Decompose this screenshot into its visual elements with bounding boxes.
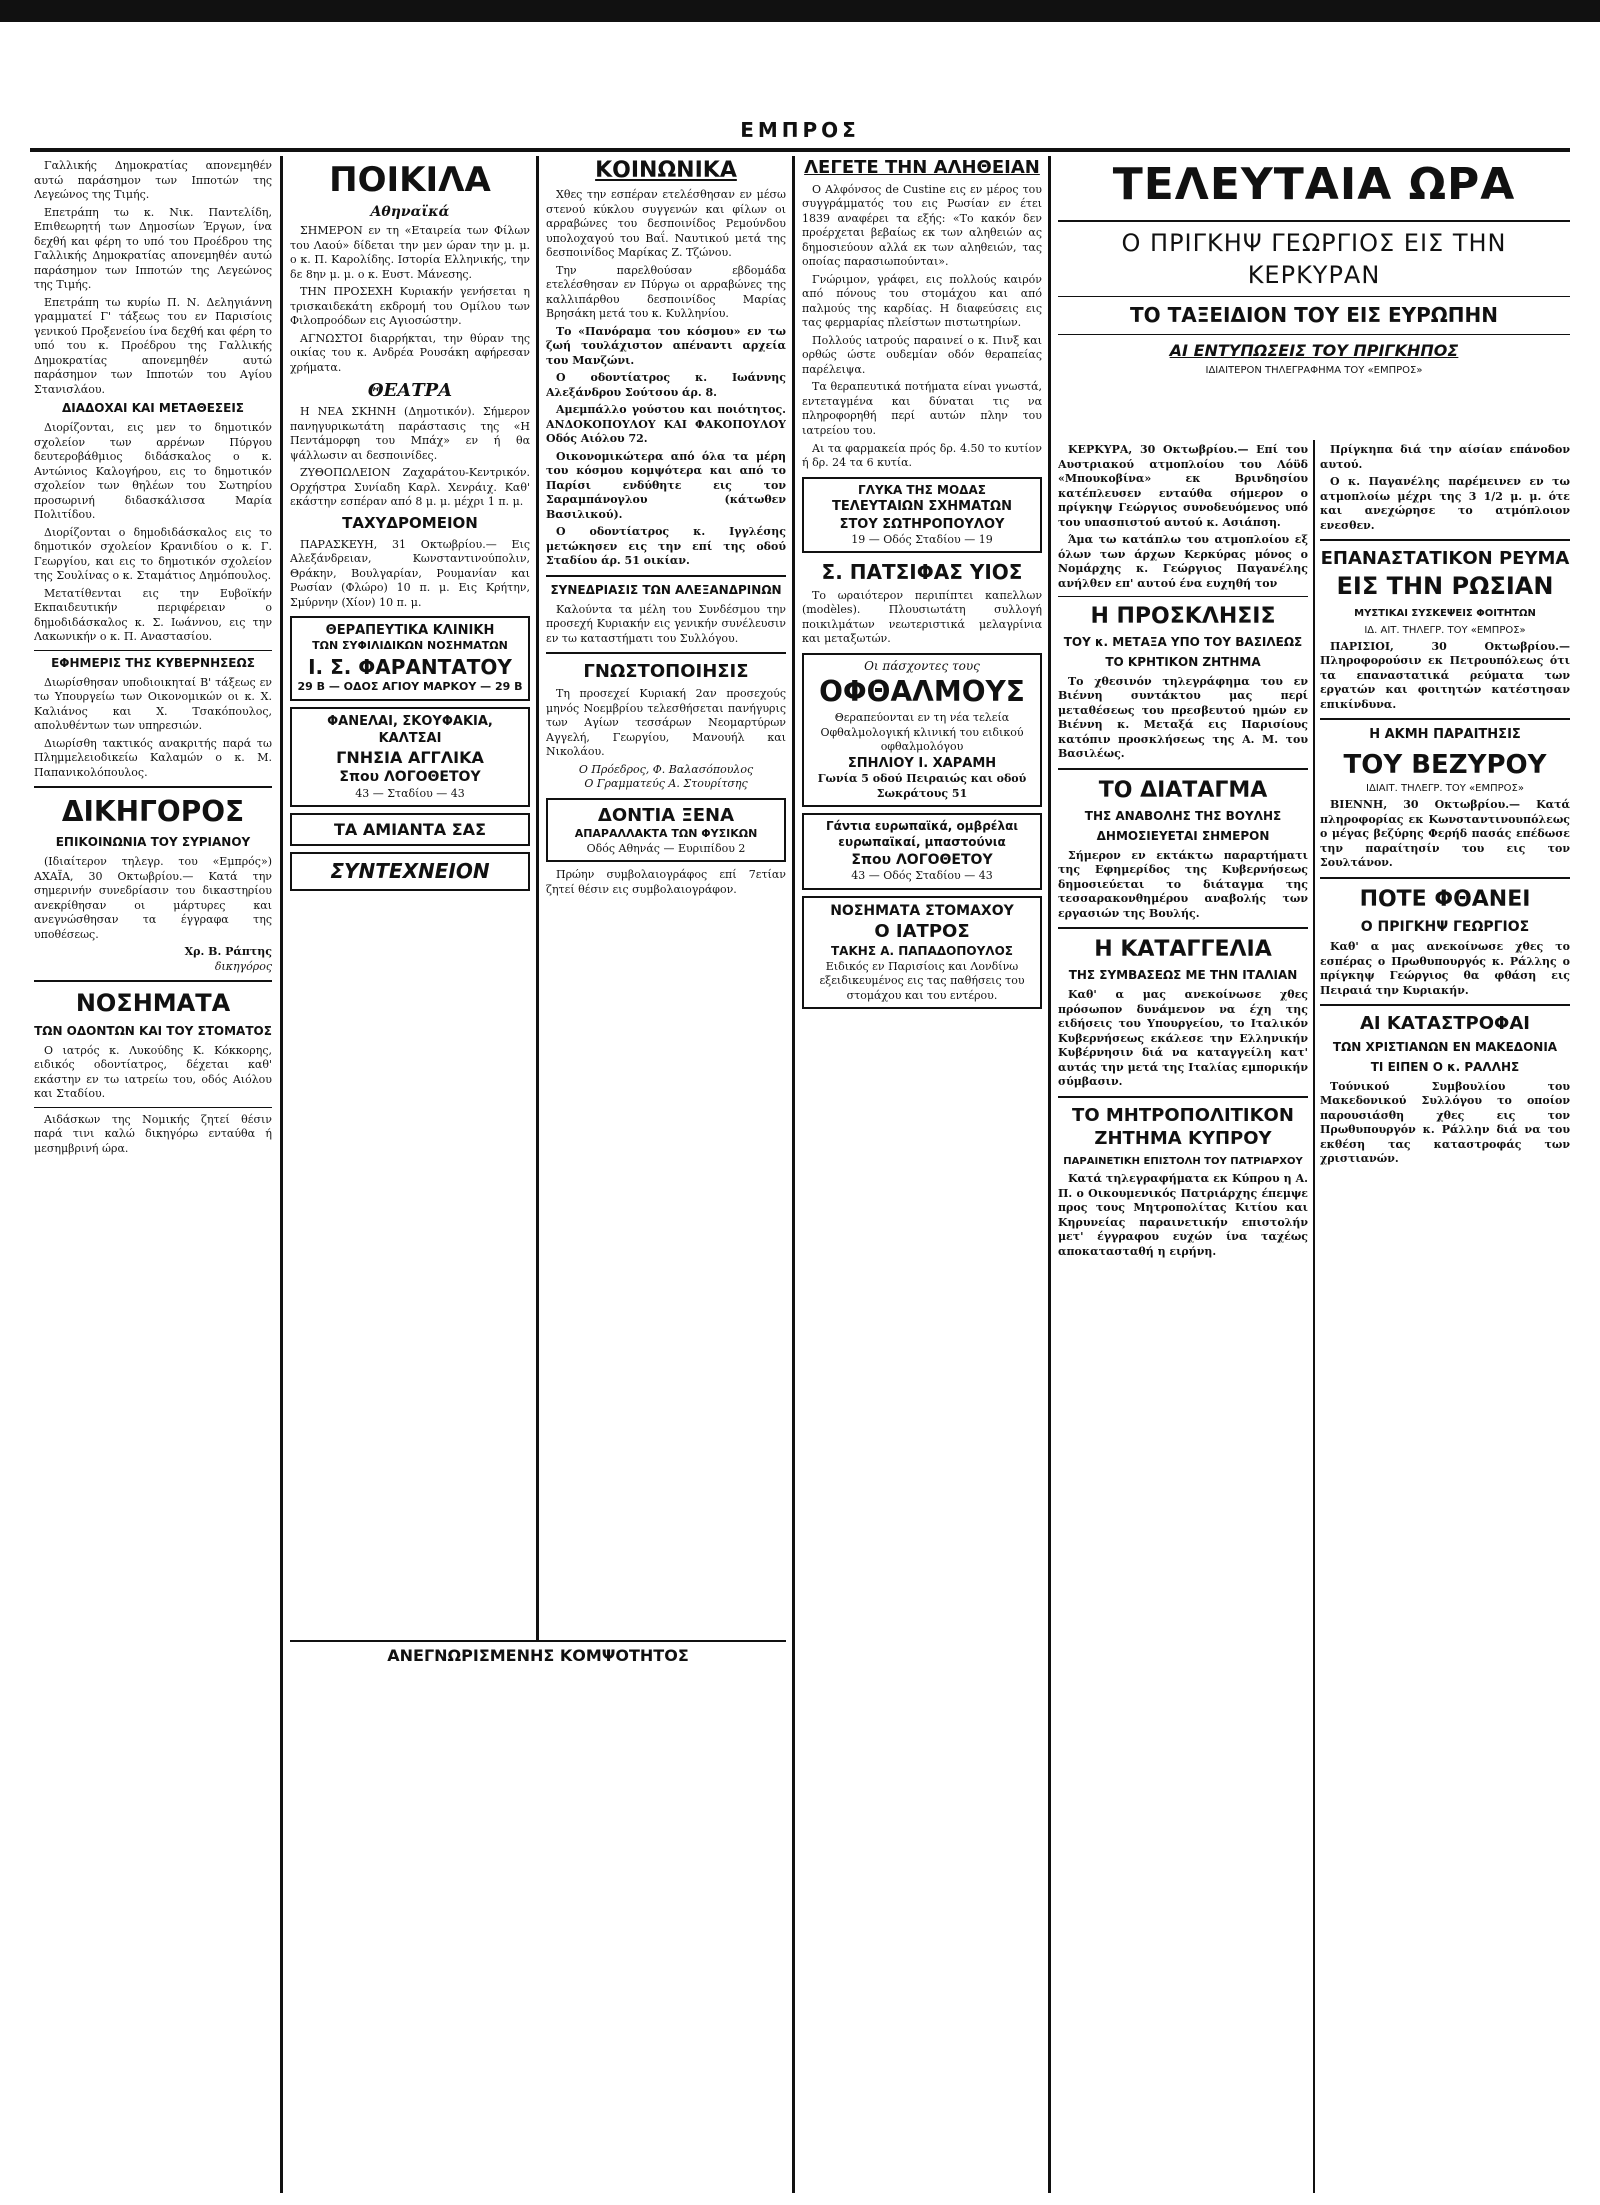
- c5-p1: Το χθεσινόν τηλεγράφημα του εν Βιέννη συντάκτου μας περί μεταθέσεως του πρεσβευτού ημών εν Βιέννη κ. Μεταξά εις Παρισίους κατόπιν προσκλήσεως της Α. Μ. του Βασιλέως.: [1058, 674, 1308, 761]
- c5-katastrofai-sub2: ΤΙ ΕΙΠΕΝ Ο κ. ΡΑΛΛΗΣ: [1370, 1059, 1520, 1074]
- c2-p2: ΤΗΝ ΠΡΟΣΕΧΗ Κυριακήν γενήσεται η τρισκαιδεκάτη εκδρομή του Ομίλου των Φιλοπροόδων εις Αγιοσώστην.: [290, 285, 530, 328]
- c4-alitheia: ΛΕΓΕΤΕ ΤΗΝ ΑΛΗΘΕΙΑΝ: [804, 157, 1040, 178]
- wide-advertisement: [290, 1640, 786, 2194]
- c5-idiaitera: ΙΔΙΑΙΤΕΡΟΝ ΤΗΛΕΓΡΑΦΗΜΑ ΤΟΥ «ΕΜΠΡΟΣ»: [1205, 364, 1423, 376]
- c2-ad2-shop: Σπου ΛΟΓΟΘΕΤΟΥ: [339, 769, 481, 786]
- c4-a1: Ο Αλφόνσος de Custine εις εν μέρος του συγγράμματός του εις Ρωσίαν εν έτει 1839 αναφέρει τα εξής: «Το κακόν δεν προέρχεται βεβαίως εκ των αληθειών ας δημοσιεύουν αλλά εκ των αληθειών, τας οποίας παρασιωπούνται».: [802, 182, 1042, 269]
- c5-vezyros: Η ΑΚΜΗ ΠΑΡΑΙΤΗΣΙΣ: [1369, 727, 1521, 743]
- c1-signature-role: δικηγόρος: [214, 959, 272, 973]
- column-1: [34, 156, 272, 2193]
- divider: [34, 786, 272, 788]
- c1-head1: ΔΙΑΔΟΧΑΙ ΚΑΙ ΜΕΤΑΘΕΣΕΙΣ: [61, 401, 244, 416]
- c4-a2: Γνώριμον, γράφει, εις πολλούς καιρόν από πόνους του στομάχου και από παλμούς της καρδίας. Η διαφεύσεις εις τας φερμαρίας πλείστων πιστωτηρίων.: [802, 272, 1042, 330]
- c2-p6: ΠΑΡΑΣΚΕΥΗ, 31 Οκτωβρίου.— Εις Αλεξάνδρειαν, Κωνσταντινούπολιν, Θράκην, Βουλγαρίαν, Ρουμανίαν και Ρωσίαν (Φλώρο) 10 π. μ. Εις Κρήτην, Σμύρνην (Χίον) 10 π. μ.: [290, 537, 530, 609]
- divider: [34, 650, 272, 651]
- c4-molaes: ΓΛΥΚΑ ΤΗΣ ΜΟΔΑΣ: [858, 482, 986, 497]
- c4-a5: Αι τα φαρμακεία πρός δρ. 4.50 το κυτίον ή δρ. 24 τα 6 κυτία.: [802, 441, 1042, 470]
- c4-ad-ophthalmos: [802, 653, 1042, 808]
- divider: [1058, 220, 1570, 222]
- c4-molaes-shop: ΣΤΟΥ ΣΩΤΗΡΟΠΟΥΛΟΥ: [839, 516, 1005, 532]
- c5-vezyros-big: ΤΟΥ ΒΕΖΥΡΟΥ: [1343, 749, 1547, 780]
- divider: [1058, 296, 1570, 297]
- column-5-header: [1058, 156, 1570, 446]
- c1-para7: Διωρίσθη τακτικός ανακριτής παρά τω Πλημμελειοδικείω Καλαμών ο κ. Μ. Παπανικολόπουλος.: [34, 736, 272, 779]
- c3-k5: Αμεμπάλλο γούστου και ποιότητος. ΑΝΔΟΚΟΠΟΥΛΟΥ ΚΑΙ ΦΑΚΟΠΟΥΛΟΥ Οδός Αιόλου 72.: [546, 403, 786, 446]
- wide-ad-komps: ΑΝΕΓΝΩΡΙΣΜΕΝΗΣ ΚΟΜΨΟΤΗΤΟΣ: [387, 1646, 689, 1665]
- c5-pt1: Καθ' α μας ανεκοίνωσε χθες το εσπέρας ο Πρωθυπουργός κ. Ράλλης ο πρίγκηψ Γεώργιος θα φθάση εις Πειραιά την Κυριακήν.: [1320, 940, 1570, 997]
- c5-t2: Άμα τω κατάπλω του ατμοπλοίου εξ όλων των άρχων Κερκύρας μόνος ο Νομάρχης κ. Γεώργιος Παγανέλης ανήλθεν επ' αυτού ένα ευχηθή τον: [1058, 533, 1308, 590]
- c4-a4: Τα θεραπευτικά ποτήματα είναι γνωστά, εντεταγμένα και δύναται τις να πληροφορηθή περί αυτών πλην του ιατρείου του.: [802, 380, 1042, 437]
- divider: [1320, 1004, 1570, 1006]
- divider: [1320, 718, 1570, 720]
- c5-pote: ΠΟΤΕ ΦΘΑΝΕΙ: [1359, 886, 1531, 912]
- top-rule: [30, 148, 1570, 152]
- c4-ad-gantia: [802, 813, 1042, 890]
- c5-idiaitera2: ΙΔ. ΑΙΤ. ΤΗΛΕΓΡ. ΤΟΥ «ΕΜΠΡΟΣ»: [1364, 624, 1526, 636]
- c5-katastrofai: ΑΙ ΚΑΤΑΣΤΡΟΦΑΙ: [1360, 1013, 1530, 1035]
- c4-ophthalmos-lead: Οι πάσχοντες τους: [864, 658, 980, 673]
- c5-katangelia-sub: ΤΗΣ ΣΥΜΒΑΣΕΩΣ ΜΕ ΤΗΝ ΙΤΑΛΙΑΝ: [1068, 968, 1298, 983]
- c3-g3: Ο Γραμματεύς Α. Στουρίτσης: [584, 777, 748, 791]
- c3-k3: Το «Πανόραμα του κόσμου» εν τω ζωή τουλάχιστον απέναντι αρχεία του Μανζώνι.: [546, 324, 786, 367]
- c2-ad1-name: Ι. Σ. ΦΑΡΑΝΤΑΤΟΥ: [308, 654, 512, 679]
- c5-mystikai: ΜΥΣΤΙΚΑΙ ΣΥΣΚΕΨΕΙΣ ΦΟΙΤΗΤΩΝ: [1354, 607, 1536, 619]
- c3-k1: Χθες την εσπέραν ετελέσθησαν εν μέσω στενού κύκλου συγγενών και φίλων οι αρραβώνες του δεσποινίδος Ρεμούνδου υπολοχαγού του Βαΐ. Ναυτικού μετά της δεσποινίδος Μαρίκας Ζ. Τζώνου.: [546, 188, 786, 260]
- c5-prosklisis-sub: ΤΟΥ κ. ΜΕΤΑΞΑ ΥΠΟ ΤΟΥ ΒΑΣΙΛΕΩΣ: [1063, 635, 1303, 650]
- c5-katangelia: Η ΚΑΤΑΓΓΕΛΙΑ: [1094, 937, 1272, 963]
- c1-closing: Αιδάσκων της Νομικής ζητεί θέσιν παρά τινι καλώ δικηγόρω ενταύθα ή μεσημβρινή ώρα.: [34, 1112, 272, 1155]
- c4-gantia: Γάντια ευρωπαϊκά, ομβρέλαι ευρωπαϊκαί, μπαστούνια: [826, 819, 1018, 849]
- column-rule: [792, 156, 795, 2193]
- c2-ad1-sub: ΤΩΝ ΣΥΦΙΛΙΔΙΚΩΝ ΝΟΣΗΜΑΤΩΝ: [312, 639, 508, 653]
- c2-ad-amianta: [290, 813, 530, 846]
- c2-ad-clinic: [290, 616, 530, 701]
- divider: [546, 652, 786, 654]
- c1-lawyer-text: (Ιδιαίτερον τηλεγρ. του «Εμπρός») ΑΧΑΪΑ, 30 Οκτωβρίου.— Κατά την σημερινήν συνεδρίασιν του δικαστηρίου ανεκρίθησαν οι μάρτυρες και ανεγνώσθησαν τα έγγραφα της υποθέσεως.: [34, 855, 272, 941]
- c3-g2: Ο Πρόεδρος, Φ. Βαλασόπουλος: [578, 762, 754, 776]
- c4-ophthalmos-dr: ΣΠΗΛΙΟΥ Ι. ΧΑΡΑΜΗ: [847, 755, 997, 771]
- column-5b: [1320, 440, 1570, 2193]
- c4-patsifas-text: Το ωραιότερον περιπίπτει καπελλων (modèles). Πλουσιωτάτη συλλογή ποικιλμάτων νεωτεριστικά μελαγρίνια και μεταξωτών.: [802, 588, 1042, 646]
- c2-theatra: ΘΕΑΤΡΑ: [367, 379, 453, 401]
- c5-diatagma-sub2: ΔΗΜΟΣΙΕΥΕΤΑΙ ΣΗΜΕΡΟΝ: [1096, 828, 1270, 843]
- c5-mitropolitikon-sub: ΖΗΤΗΜΑ ΚΥΠΡΟΥ: [1094, 1128, 1272, 1150]
- c3-k7: Ο οδοντίατρος κ. Ιγγλέσης μετώκησεν εις την επί της οδού Σταδίου άρ. 51 οικίαν.: [546, 525, 786, 568]
- c2-ad3: ΤΑ ΑΜΙΑΝΤΑ ΣΑΣ: [333, 820, 486, 840]
- c2-ad1-addr: 29 Β — ΟΔΟΣ ΑΓΙΟΥ ΜΑΡΚΟΥ — 29 Β: [297, 680, 523, 694]
- c4-patsifas: Σ. ΠΑΤΣΙΦΑΣ ΥΙΟΣ: [821, 560, 1023, 585]
- c5-d1: Σήμερον εν εκτάκτω παραρτήματι της Εφημερίδος της Κυβερνήσεως δημοσιεύεται το διάταγμα της τεσσαρακονθημέρου αναβολής των εργασιών της Βουλής.: [1058, 848, 1308, 920]
- c1-para4: Διορίζονται ο δημοδιδάσκαλος εις το δημοτικόν σχολείον Κρανιδίου ο κ. Γ. Γεωργίου, και εις το δημοτικόν σχολείον της Σουλίνας ο κ. Σταμάτιος Δημόπουλος.: [34, 525, 272, 583]
- c3-k2: Την παρελθούσαν εβδομάδα ετελέσθησαν εν Πύργω οι αρραβώνες της καλλιπάρθου δεσποινίδος Μαρίας Βρησάκη μετά του κ. Κυλληνίου.: [546, 263, 786, 321]
- c2-athinaika: Αθηναϊκά: [370, 203, 450, 220]
- c2-post: ΤΑΧΥΔΡΟΜΕΙΟΝ: [342, 513, 478, 532]
- c3-dontia-addr: Οδός Αθηνάς — Ευριπίδου 2: [586, 841, 746, 855]
- c4-stomaxos-name: ΤΑΚΗΣ Α. ΠΑΠΑΔΟΠΟΥΛΟΣ: [831, 944, 1013, 959]
- c4-a3: Πολλούς ιατρούς παραινεί ο κ. Πινξ και ορθώς ώστε ουδεμίαν οδόν θεραπείας παρέλειψα.: [802, 333, 1042, 376]
- newspaper-title: ΕΜΠΡΟΣ: [740, 118, 860, 142]
- c5-taxeidion: ΤΟ ΤΑΞΕΙΔΙΟΝ ΤΟΥ ΕΙΣ ΕΥΡΩΠΗΝ: [1130, 303, 1498, 328]
- c5-pote-sub: Ο ΠΡΙΓΚΗΨ ΓΕΩΡΓΙΟΣ: [1360, 918, 1530, 935]
- c4-gantia-shop: Σπου ΛΟΓΟΘΕΤΟΥ: [851, 851, 993, 868]
- c5-e1: ΠΑΡΙΣΙΟΙ, 30 Οκτωβρίου.— Πληροφορούσιν εκ Πετρουπόλεως ότι τα επαναστατικά ρεύματα των εργατών και φοιτητών κατέστησαν επικίνδυνα.: [1320, 639, 1570, 711]
- c2-ad2-addr: 43 — Σταδίου — 43: [355, 786, 465, 800]
- c4-ad-moda: [802, 477, 1042, 554]
- divider: [1058, 927, 1308, 929]
- c4-stomaxos-text: Ειδικός εν Παρισίοις και Λονδίνω εξειδικευμένος εις τας παθήσεις του στομάχου και του εντέρου.: [819, 959, 1025, 1002]
- c5-diatagma-sub: ΤΗΣ ΑΝΑΒΟΛΗΣ ΤΗΣ ΒΟΥΛΗΣ: [1084, 808, 1282, 823]
- column-4: [802, 156, 1042, 2193]
- c4-gantia-addr: 43 — Οδός Σταδίου — 43: [851, 869, 993, 883]
- c4-stomaxos: ΝΟΣΗΜΑΤΑ ΣΤΟΜΑΧΟΥ: [830, 902, 1014, 919]
- c5-kt1: Τούνικού Συμβουλίου του Μακεδονικού Συλλόγου το οποίον παρουσιάσθη χθες εις τον Πρωθυπουργόν κ. Ράλλην διά να του εκθέση τας καταστροφάς των χριστιανών.: [1320, 1079, 1570, 1166]
- c4-ophthalmos: ΟΦΘΑΛΜΟΥΣ: [819, 675, 1025, 709]
- c3-koinonika: ΚΟΙΝΩΝΙΚΑ: [595, 158, 737, 183]
- c1-lawyer-sub: ΕΠΙΚΟΙΝΩΝΙΑ ΤΟΥ ΣΥΡΙΑΝΟΥ: [55, 835, 251, 850]
- divider: [1320, 877, 1570, 879]
- c3-k4: Ο οδοντίατρος κ. Ιωάννης Αλεξάνδρου Σούτσου άρ. 8.: [546, 371, 786, 399]
- c2-ad-flannel: [290, 707, 530, 807]
- c3-m1: Καλούντα τα μέλη του Συνδέσμου την προσεχή Κυριακήν εις γενικήν συνέλευσιν εν τω καταστήματι του Συλλόγου.: [546, 602, 786, 645]
- c5-teleutaia: ΤΕΛΕΥΤΑΙΑ ΩΡΑ: [1112, 159, 1516, 210]
- c5-diatagma: ΤΟ ΔΙΑΤΑΓΜΑ: [1098, 777, 1268, 803]
- c5-t1: ΚΕΡΚΥΡΑ, 30 Οκτωβρίου.— Επί του Αυστριακού ατμοπλοίου του Λόϋδ «Μπουκοβίνα» εκ Βρινδησίου κατέπλευσεν ενταύθα σήμερον ο πρίγκηψ Γεώργιος συνοδευόμενος υπό του υπασπιστού αυτού κ. Ασιάπση.: [1058, 443, 1308, 529]
- c1-para6: Διωρίσθησαν υποδιοικηταί Β' τάξεως εν τω Υπουργείω των Οικονομικών οι κ. Χ. Καλιάνος και Χ. Τσακόπουλος, απολυθέντων των υπηρεσιών.: [34, 675, 272, 733]
- column-5a: [1058, 440, 1308, 2193]
- c4-ad-stomaxos: [802, 896, 1042, 1010]
- c3-k6: Οικονομικώτερα από όλα τα μέρη του κόσμου κομψότερα και από το Παρίσι ενδύθητε εις τον Σαραμπάνογλου (κάτωθεν Βασιλικού).: [546, 449, 786, 521]
- divider: [34, 980, 272, 982]
- divider: [34, 1107, 272, 1108]
- c2-poikila: ΠΟΙΚΙΛΑ: [329, 160, 491, 200]
- c2-p5: ΖΥΘΟΠΩΛΕΙΟΝ Ζαχαράτου-Κεντρικόν. Ορχήστρα Συνίαδη Καρλ. Χενράιχ. Καθ' εκάστην εσπέραν από 8 μ. μ. μέχρι 1 π. μ.: [290, 466, 530, 509]
- c5-t3: Πρίγκηπα διά την αίσίαν επάνοδον αυτού.: [1320, 443, 1570, 471]
- c3-meeting: ΣΥΝΕΔΡΙΑΣΙΣ ΤΩΝ ΑΛΕΞΑΝΔΡΙΝΩΝ: [550, 582, 782, 597]
- c3-d1: Πρώην συμβολαιογράφος επί 7ετίαν ζητεί θέσιν εις συμβολαιογράφον.: [546, 868, 786, 896]
- divider: [1058, 768, 1308, 770]
- c2-ad4: ΣΥΝΤΕΧΝΕΙΟΝ: [330, 859, 490, 884]
- divider: [1058, 596, 1308, 597]
- c1-signature: Χρ. Β. Ράπτης: [184, 945, 272, 959]
- c5-mitropolitikon-sub2: ΠΑΡΑΙΝΕΤΙΚΗ ΕΠΙΣΤΟΛΗ ΤΟΥ ΠΑΤΡΙΑΡΧΟΥ: [1063, 1156, 1303, 1168]
- c2-ad1-head: ΘΕΡΑΠΕΥΤΙΚΑ ΚΛΙΝΙΚΗ: [325, 623, 495, 639]
- c2-p4: Η ΝΕΑ ΣΚΗΝΗ (Δημοτικόν). Σήμερον πανηγυρικωτάτη παράστασις της «Η Πεντάμορφη του Μπάχ» εν ή θα ψάλλωσιν αι δεσποινίδες.: [290, 405, 530, 462]
- divider: [546, 575, 786, 577]
- c1-head2: ΕΦΗΜΕΡΙΣ ΤΗΣ ΚΥΒΕΡΝΗΣΕΩΣ: [51, 655, 255, 670]
- c5-idiaitera3: ΙΔΙΑΙΤ. ΤΗΛΕΓΡ. ΤΟΥ «ΕΜΠΡΟΣ»: [1366, 782, 1524, 794]
- c5-mt1: Κατά τηλεγραφήματα εκ Κύπρου η Α. Π. ο Οικουμενικός Πατριάρχης έπεμψε προς τους Μητροπολίτας Κιτίου και Κηρυνείας παραινετικήν επιστολήν μετ' έγγραφου ευχών ίνα ταχέως αποκατασταθή η ειρήνη.: [1058, 1172, 1308, 1258]
- column-rule: [280, 156, 283, 2193]
- c2-ad2-sub: ΓΝΗΣΙΑ ΑΓΓΛΙΚΑ: [336, 748, 484, 768]
- c5-epanastatiko: ΕΠΑΝΑΣΤΑΤΙΚΟΝ ΡΕΥΜΑ: [1320, 548, 1570, 570]
- c5-mitropolitikon: ΤΟ ΜΗΤΡΟΠΟΛΙΤΙΚΟΝ: [1072, 1104, 1294, 1126]
- divider: [1058, 1096, 1308, 1098]
- c1-para3: Διορίζονται, εις μεν το δημοτικόν σχολείον των αρρένων Πύργου δευτεροβάθμιος διδάσκαλος ο κ. Αντώνιος Καλογήρου, εις το δημοτικόν σχολείον των θηλέων του Σωτηρίου προσωρινή διδασκάλισσα Μαρία Πολιτίδου.: [34, 421, 272, 522]
- c3-ad-dontia: [546, 798, 786, 863]
- c1-teeth-title: ΝΟΣΗΜΑΤΑ: [75, 989, 231, 1018]
- c5-k1: Καθ' α μας ανεκοίνωσε χθες πρόσωπον δυνάμενον να έχη της ειδήσεις του Υπουργείου, το Ιταλικόν Κυβερνήσεως εκάλεσε την Ελληνικήν Κυβέρνησιν διά να καταγγείλη κατ' αυτάς την μετά της Ιταλίας εμπορικήν σύμβασιν.: [1058, 988, 1308, 1089]
- c5-entyposeis: ΑΙ ΕΝΤΥΠΩΣΕΙΣ ΤΟΥ ΠΡΙΓΚΗΠΟΣ: [1169, 340, 1459, 360]
- c1-para1: Επετράπη τω κ. Νικ. Παντελίδη, Επιθεωρητή των Δημοσίων Έργων, ίνα δεχθή και φέρη το υπό του Προέδρου της Γαλλικής Δημοκρατίας απονεμηθέν αυτώ παράσημον των Ιπποτών της Λεγεώνος της Τιμής.: [34, 205, 272, 292]
- c5-prigkips: Ο ΠΡΙΓΚΗΨ ΓΕΩΡΓΙΟΣ ΕΙΣ ΤΗΝ ΚΕΡΚΥΡΑΝ: [1121, 229, 1507, 289]
- c2-ad-syntexneion: [290, 852, 530, 890]
- c5-t4: Ο κ. Παγανέλης παρέμεινεν εν τω ατμοπλοίω μέχρι της 3 1/2 μ. μ. ότε και ανεχώρησε το ατμόπλοιον ενεσθεν.: [1320, 475, 1570, 532]
- column-rule: [1313, 440, 1315, 2193]
- c1-para5: Μετατίθενται εις την Ευβοϊκήν Εκπαιδευτικήν περιφέρειαν ο δημοδιδάσκαλος κ. Σ. Ιωάννου, εις την Λακωνικήν ο κ. Π. Αναστασίου.: [34, 586, 272, 644]
- c5-eistirosian: ΕΙΣ ΤΗΝ ΡΩΣΙΑΝ: [1336, 571, 1554, 600]
- c2-ad2: ΦΑΝΕΛΑΙ, ΣΚΟΥΦΑΚΙΑ, ΚΑΛΤΣΑΙ: [327, 713, 493, 746]
- divider: [1320, 539, 1570, 541]
- c3-dontia: ΔΟΝΤΙΑ ΞΕΝΑ: [597, 804, 735, 826]
- c5-prosklisis: Η ΠΡΟΣΚΛΗΣΙΣ: [1090, 604, 1276, 630]
- c2-p1: ΣΗΜΕΡΟΝ εν τη «Εταιρεία των Φίλων του Λαού» δίδεται την μεν ώραν την μ. μ. ο κ. Π. Καρολίδης. Ιστορία Ελληνικής, την δε 8ην μ. μ. ο κ. Ευστ. Μάνεσης.: [290, 224, 530, 281]
- c3-dontia-sub: ΑΠΑΡΑΛΛΑΚΤΑ ΤΩΝ ΦΥΣΙΚΩΝ: [574, 827, 758, 841]
- c3-gnostopoiisis: ΓΝΩΣΤΟΠΟΙΗΣΙΣ: [583, 661, 749, 683]
- divider: [1058, 334, 1570, 335]
- masthead-bar: [0, 0, 1600, 22]
- c5-katastrofai-sub: ΤΩΝ ΧΡΙΣΤΙΑΝΩΝ ΕΝ ΜΑΚΕΔΟΝΙΑ: [1332, 1040, 1558, 1055]
- c4-ophthalmos-text: Θεραπεύονται εν τη νέα τελεία Οφθαλμολογική κλινική του ειδικού οφθαλμολόγου: [820, 711, 1024, 754]
- c1-lawyer-title: ΔΙΚΗΓΟΡΟΣ: [61, 795, 245, 829]
- c3-g1: Τη προσεχεί Κυριακή 2αν προσεχούς μηνός Νοεμβρίου τελεσθήσεται πανήγυρις των Αγίων τεσσάρων Νεομαρτύρων Αγγελή, Γεωργίου, Μανουήλ και Νικολάου.: [546, 687, 786, 759]
- c1-opening: Γαλλικής Δημοκρατίας απονεμηθέν αυτώ παράσημον των Ιπποτών της Λεγεώνος της Τιμής.: [34, 159, 272, 202]
- c5-prosklisis-sub2: ΤΟ ΚΡΗΤΙΚΟΝ ΖΗΤΗΜΑ: [1105, 655, 1261, 670]
- c5-v1: ΒΙΕΝΝΗ, 30 Οκτωβρίου.— Κατά πληροφορίας εκ Κωνσταντινουπόλεως ο μέγας βεζύρης Φερήδ πασάς επέδωσε την παραίτησίν του εις τον Σουλτάνον.: [1320, 798, 1570, 870]
- column-rule: [1048, 156, 1051, 2193]
- c1-para2: Επετράπη τω κυρίω Π. Ν. Δεληγιάννη γραμματεί Γ' τάξεως του εν Παρισίοις γενικού Προξενείου ίνα δεχθή και φέρη το υπό του κ. Προέδρου της Γαλλικής Δημοκρατίας απονεμηθέν αυτώ παράσημον των Ιπποτών του Αγίου Στανισλάου.: [34, 295, 272, 396]
- c1-teeth-text: Ο ιατρός κ. Λυκούδης Κ. Κόκκορης, ειδικός οδοντίατρος, δέχεται καθ' εκάστην εν τω ιατρείω του, οδός Αιόλου και Σταδίου.: [34, 1043, 272, 1101]
- c4-stomaxos-dr: Ο ΙΑΤΡΟΣ: [874, 921, 970, 943]
- c4-molaes-sub: ΤΕΛΕΥΤΑΙΩΝ ΣΧΗΜΑΤΩΝ: [832, 499, 1012, 515]
- c1-teeth-sub: ΤΩΝ ΟΔΟΝΤΩΝ ΚΑΙ ΤΟΥ ΣΤΟΜΑΤΟΣ: [34, 1023, 272, 1038]
- c2-p3: ΑΓΝΩΣΤΟΙ διαρρήκται, την θύραν της οικίας του κ. Ανδρέα Ρουσάκη αφήρεσαν χρήματα.: [290, 331, 530, 374]
- c4-molaes-addr: 19 — Οδός Σταδίου — 19: [851, 532, 993, 546]
- c4-ophthalmos-addr: Γωνία 5 οδού Πειραιώς και οδού Σωκράτους 51: [817, 772, 1027, 800]
